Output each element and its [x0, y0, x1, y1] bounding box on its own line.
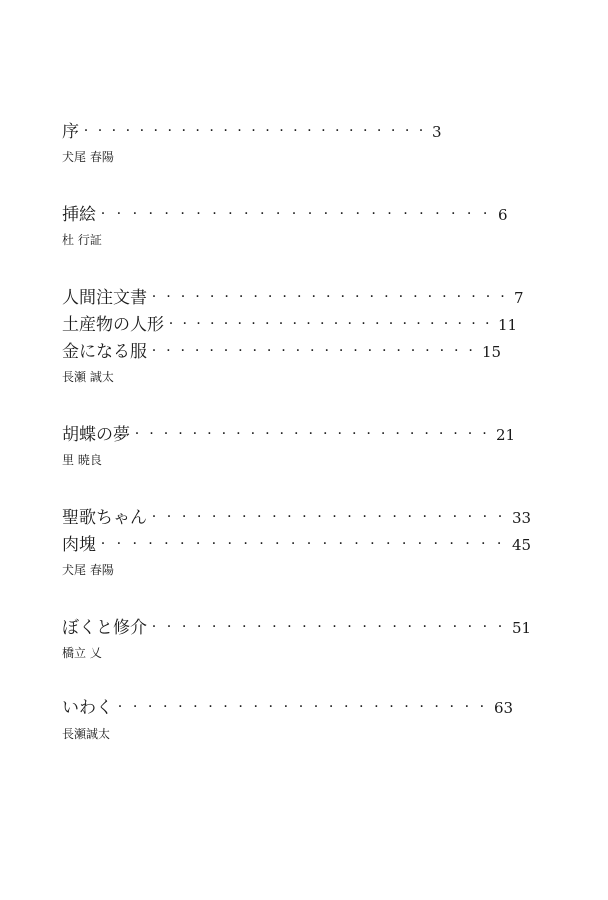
toc-entry-page-number: 3 [432, 123, 442, 141]
toc-entry-title: 人間注文書 [62, 288, 147, 308]
toc-author: 杜 行証 [62, 233, 102, 247]
toc-entry-leader: ・・・・・・・・・・・・・・・・・・・・・・・・・・ [98, 539, 510, 550]
toc-entry [62, 424, 522, 446]
toc-entry-page-number: 45 [512, 536, 532, 554]
toc-author: 長瀬 誠太 [62, 370, 114, 384]
toc-entry [62, 314, 532, 336]
toc-entry-page-number: 63 [494, 699, 514, 717]
toc-entry-title: 金になる服 [62, 342, 147, 362]
toc-entry-leader: ・・・・・・・・・・・・・・・・・・・・・・・・・ [132, 429, 494, 440]
toc-entry-title: 土産物の人形 [62, 315, 164, 335]
toc-entry-leader: ・・・・・・・・・・・・・・・・・・・・・・・・・ [98, 209, 496, 220]
toc-entry-leader: ・・・・・・・・・・・・・・・・・・・・・・・・ [149, 622, 510, 633]
toc-entry-title: 肉塊 [62, 535, 96, 555]
toc-entry-page-number: 6 [498, 206, 508, 224]
toc-entry [62, 617, 542, 639]
toc-entry-leader: ・・・・・・・・・・・・・・・・・・・・・・・・ [166, 319, 496, 330]
toc-entry-title: 序 [62, 122, 79, 142]
toc-entry [62, 507, 542, 529]
toc-entry-leader: ・・・・・・・・・・・・・・・・・・・・・・・ [149, 346, 480, 357]
toc-entry-title: いわく [62, 698, 113, 718]
toc-entry-page-number: 11 [498, 316, 518, 334]
toc-entry [62, 121, 482, 143]
toc-author: 犬尾 春陽 [62, 563, 114, 577]
toc-entry-title: 聖歌ちゃん [62, 508, 147, 528]
toc-entry-page-number: 7 [514, 289, 524, 307]
toc-entry [62, 287, 532, 309]
toc-author: 里 暁良 [62, 453, 102, 467]
toc-entry-page-number: 15 [482, 343, 502, 361]
toc-entry-title: ぼくと修介 [62, 618, 147, 638]
toc-entry-page-number: 33 [512, 509, 532, 527]
toc-entry-leader: ・・・・・・・・・・・・・・・・・・・・・・・・ [149, 512, 510, 523]
toc-entry-leader: ・・・・・・・・・・・・・・・・・・・・・・・・・ [115, 702, 492, 713]
toc-entry [62, 341, 502, 363]
toc-entry-title: 胡蝶の夢 [62, 425, 130, 445]
toc-entry-page-number: 21 [496, 426, 516, 444]
toc-entry [62, 204, 522, 226]
toc-entry-title: 挿絵 [62, 205, 96, 225]
toc-entry-page-number: 51 [512, 619, 532, 637]
toc-entry [62, 697, 522, 719]
toc-author: 橋立 乂 [62, 646, 102, 660]
toc-author: 長瀬誠太 [62, 727, 111, 741]
toc-entry-leader: ・・・・・・・・・・・・・・・・・・・・・・・・・ [81, 126, 430, 137]
toc-entry [62, 534, 542, 556]
toc-entry-leader: ・・・・・・・・・・・・・・・・・・・・・・・・・ [149, 292, 512, 303]
toc-author: 犬尾 春陽 [62, 150, 114, 164]
